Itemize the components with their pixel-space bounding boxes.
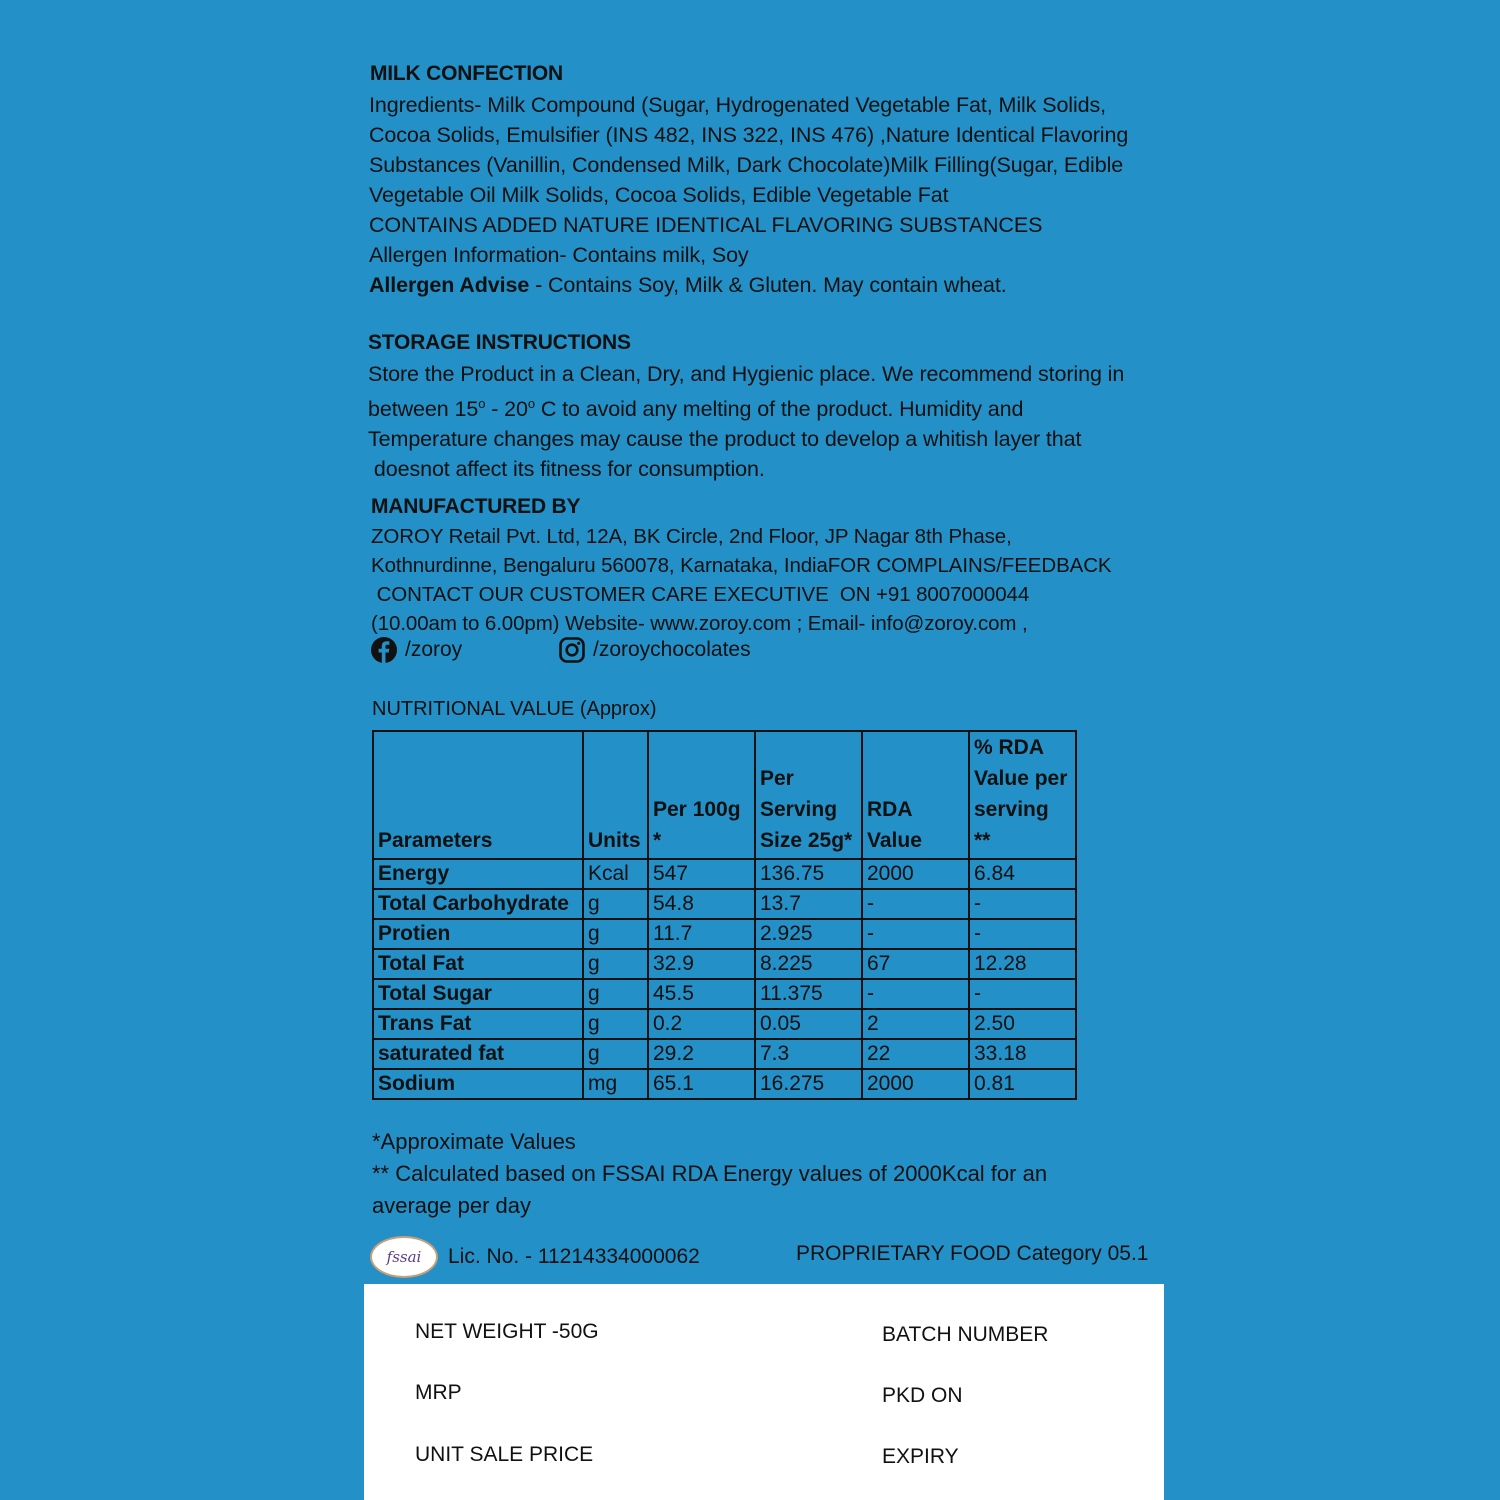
cell-per-serving: 2.925 [755, 919, 862, 949]
cell-per-serving: 0.05 [755, 1009, 862, 1039]
header-line: Value per [974, 767, 1068, 790]
cell-per-100g: 547 [648, 859, 755, 889]
cell-per-serving: 16.275 [755, 1069, 862, 1099]
header-rda-value [862, 731, 969, 859]
storage-line: Temperature changes may cause the product to develop a whitish layer that [368, 427, 1082, 452]
cell-pct-rda: 2.50 [969, 1009, 1076, 1039]
cell-pct-rda: 6.84 [969, 859, 1076, 889]
header-line: ** [974, 829, 991, 852]
allergen-advise-label: Allergen Advise [369, 273, 530, 297]
cell-parameter: Energy [373, 859, 583, 889]
instagram-icon [559, 637, 585, 663]
manufacturer-text [371, 522, 1112, 638]
storage-line: doesnot affect its fitness for consumption. [368, 457, 765, 482]
cell-unit: g [583, 1039, 648, 1069]
cell-per-100g: 32.9 [648, 949, 755, 979]
storage-line-part: - 20 [485, 397, 528, 422]
cell-unit: g [583, 889, 648, 919]
header-parameters: Parameters [373, 731, 583, 859]
facebook-handle: /zoroy [405, 638, 463, 661]
manufacturer-line: Kothnurdinne, Bengaluru 560078, Karnataka, IndiaFOR COMPLAINS/FEEDBACK [371, 554, 1112, 577]
batch-number-label: BATCH NUMBER [882, 1323, 1049, 1346]
cell-per-100g: 54.8 [648, 889, 755, 919]
ingredients-line: Ingredients- Milk Compound (Sugar, Hydrogenated Vegetable Fat, Milk Solids, [369, 93, 1107, 117]
cell-rda: - [862, 979, 969, 1009]
cell-unit: g [583, 979, 648, 1009]
degree-sup: o [478, 396, 486, 411]
license-row [370, 1236, 700, 1278]
storage-line [368, 389, 1124, 424]
nutrition-row [373, 919, 1076, 949]
cell-pct-rda: - [969, 979, 1076, 1009]
ingredients-text [369, 90, 1128, 300]
allergen-information: Allergen Information- Contains milk, Soy [369, 243, 749, 267]
cell-unit: g [583, 919, 648, 949]
allergen-advise [369, 270, 1128, 300]
header-line: Value [867, 829, 922, 852]
ingredients-line: Substances (Vanillin, Condensed Milk, Dark Chocolate)Milk Filling(Sugar, Edible [369, 153, 1124, 177]
rda-note: ** Calculated based on FSSAI RDA Energy values of 2000Kcal for an [372, 1161, 1048, 1186]
mrp-label: MRP [415, 1381, 462, 1404]
cell-parameter: Trans Fat [373, 1009, 583, 1039]
cell-rda: 2000 [862, 859, 969, 889]
instagram-handle: /zoroychocolates [593, 638, 751, 661]
milk-confection-heading: MILK CONFECTION [370, 62, 563, 85]
cell-parameter: Total Sugar [373, 979, 583, 1009]
header-pct-rda [969, 731, 1076, 859]
flavoring-statement: CONTAINS ADDED NATURE IDENTICAL FLAVORING SUBSTANCES [369, 213, 1043, 237]
header-line: Per 100g [653, 798, 741, 821]
license-number: Lic. No. - 11214334000062 [448, 1245, 700, 1268]
header-line: RDA [867, 798, 913, 821]
cell-per-100g: 45.5 [648, 979, 755, 1009]
unit-sale-price-label: UNIT SALE PRICE [415, 1443, 594, 1466]
label-box [364, 1284, 1164, 1500]
nutrition-row [373, 949, 1076, 979]
header-line: * [653, 829, 662, 852]
cell-per-100g: 29.2 [648, 1039, 755, 1069]
cell-rda: 67 [862, 949, 969, 979]
cell-pct-rda: 12.28 [969, 949, 1076, 979]
cell-per-serving: 13.7 [755, 889, 862, 919]
cell-rda: - [862, 889, 969, 919]
instagram-link[interactable] [559, 637, 751, 663]
cell-per-serving: 8.225 [755, 949, 862, 979]
cell-unit: Kcal [583, 859, 648, 889]
nutrition-row [373, 1009, 1076, 1039]
fssai-logo: fssai [370, 1236, 438, 1278]
cell-rda: 2 [862, 1009, 969, 1039]
cell-pct-rda: 0.81 [969, 1069, 1076, 1099]
facebook-link[interactable] [371, 637, 462, 663]
storage-heading: STORAGE INSTRUCTIONS [368, 331, 631, 354]
cell-pct-rda: - [969, 889, 1076, 919]
cell-per-100g: 0.2 [648, 1009, 755, 1039]
nutrition-notes [372, 1126, 1047, 1222]
nutrition-title: NUTRITIONAL VALUE (Approx) [372, 698, 657, 720]
cell-unit: mg [583, 1069, 648, 1099]
header-line: serving [974, 798, 1049, 821]
manufacturer-line: ZOROY Retail Pvt. Ltd, 12A, BK Circle, 2nd Floor, JP Nagar 8th Phase, [371, 525, 1012, 548]
cell-per-100g: 65.1 [648, 1069, 755, 1099]
nutrition-row [373, 1069, 1076, 1099]
approx-note: *Approximate Values [372, 1129, 576, 1154]
cell-pct-rda: - [969, 919, 1076, 949]
food-category: PROPRIETARY FOOD Category 05.1 [796, 1242, 1149, 1265]
cell-parameter: Protien [373, 919, 583, 949]
degree-sup: o [527, 396, 535, 411]
cell-per-100g: 11.7 [648, 919, 755, 949]
cell-rda: 22 [862, 1039, 969, 1069]
cell-unit: g [583, 949, 648, 979]
header-line: % RDA [974, 736, 1045, 759]
facebook-icon [371, 637, 397, 663]
nutrition-row [373, 1039, 1076, 1069]
net-weight: NET WEIGHT -50G [415, 1320, 599, 1343]
cell-parameter: Sodium [373, 1069, 583, 1099]
storage-line-part: C to avoid any melting of the product. Humidity and [535, 397, 1024, 422]
storage-line: Store the Product in a Clean, Dry, and Hygienic place. We recommend storing in [368, 362, 1125, 386]
nutrition-row [373, 859, 1076, 889]
cell-pct-rda: 33.18 [969, 1039, 1076, 1069]
pkd-on-label: PKD ON [882, 1384, 963, 1407]
expiry-label: EXPIRY [882, 1445, 959, 1468]
cell-parameter: Total Carbohydrate [373, 889, 583, 919]
cell-unit: g [583, 1009, 648, 1039]
nutrition-row [373, 979, 1076, 1009]
manufacturer-line: CONTACT OUR CUSTOMER CARE EXECUTIVE ON +91 8007000044 [371, 583, 1030, 606]
header-line: Serving [760, 798, 838, 821]
cell-parameter: Total Fat [373, 949, 583, 979]
cell-per-serving: 7.3 [755, 1039, 862, 1069]
storage-text [368, 359, 1124, 484]
nutrition-row [373, 889, 1076, 919]
cell-per-serving: 11.375 [755, 979, 862, 1009]
cell-rda: 2000 [862, 1069, 969, 1099]
manufacturer-heading: MANUFACTURED BY [371, 495, 581, 518]
header-line: Size 25g* [760, 829, 853, 852]
ingredients-line: Vegetable Oil Milk Solids, Cocoa Solids, Edible Vegetable Fat [369, 183, 949, 207]
nutrition-table [372, 730, 1077, 1100]
cell-parameter: saturated fat [373, 1039, 583, 1069]
header-per-serving [755, 731, 862, 859]
header-per-100g [648, 731, 755, 859]
nutrition-header-row [373, 731, 1076, 859]
cell-rda: - [862, 919, 969, 949]
ingredients-line: Cocoa Solids, Emulsifier (INS 482, INS 322, INS 476) ,Nature Identical Flavoring [369, 123, 1129, 147]
allergen-advise-text: - Contains Soy, Milk & Gluten. May contain wheat. [529, 273, 1007, 297]
manufacturer-line: (10.00am to 6.00pm) Website- www.zoroy.com ; Email- info@zoroy.com , [371, 612, 1028, 635]
header-line: Per [760, 767, 794, 790]
rda-note-cont: average per day [372, 1193, 531, 1218]
cell-per-serving: 136.75 [755, 859, 862, 889]
header-units: Units [583, 731, 648, 859]
storage-line-part: between 15 [368, 397, 479, 422]
